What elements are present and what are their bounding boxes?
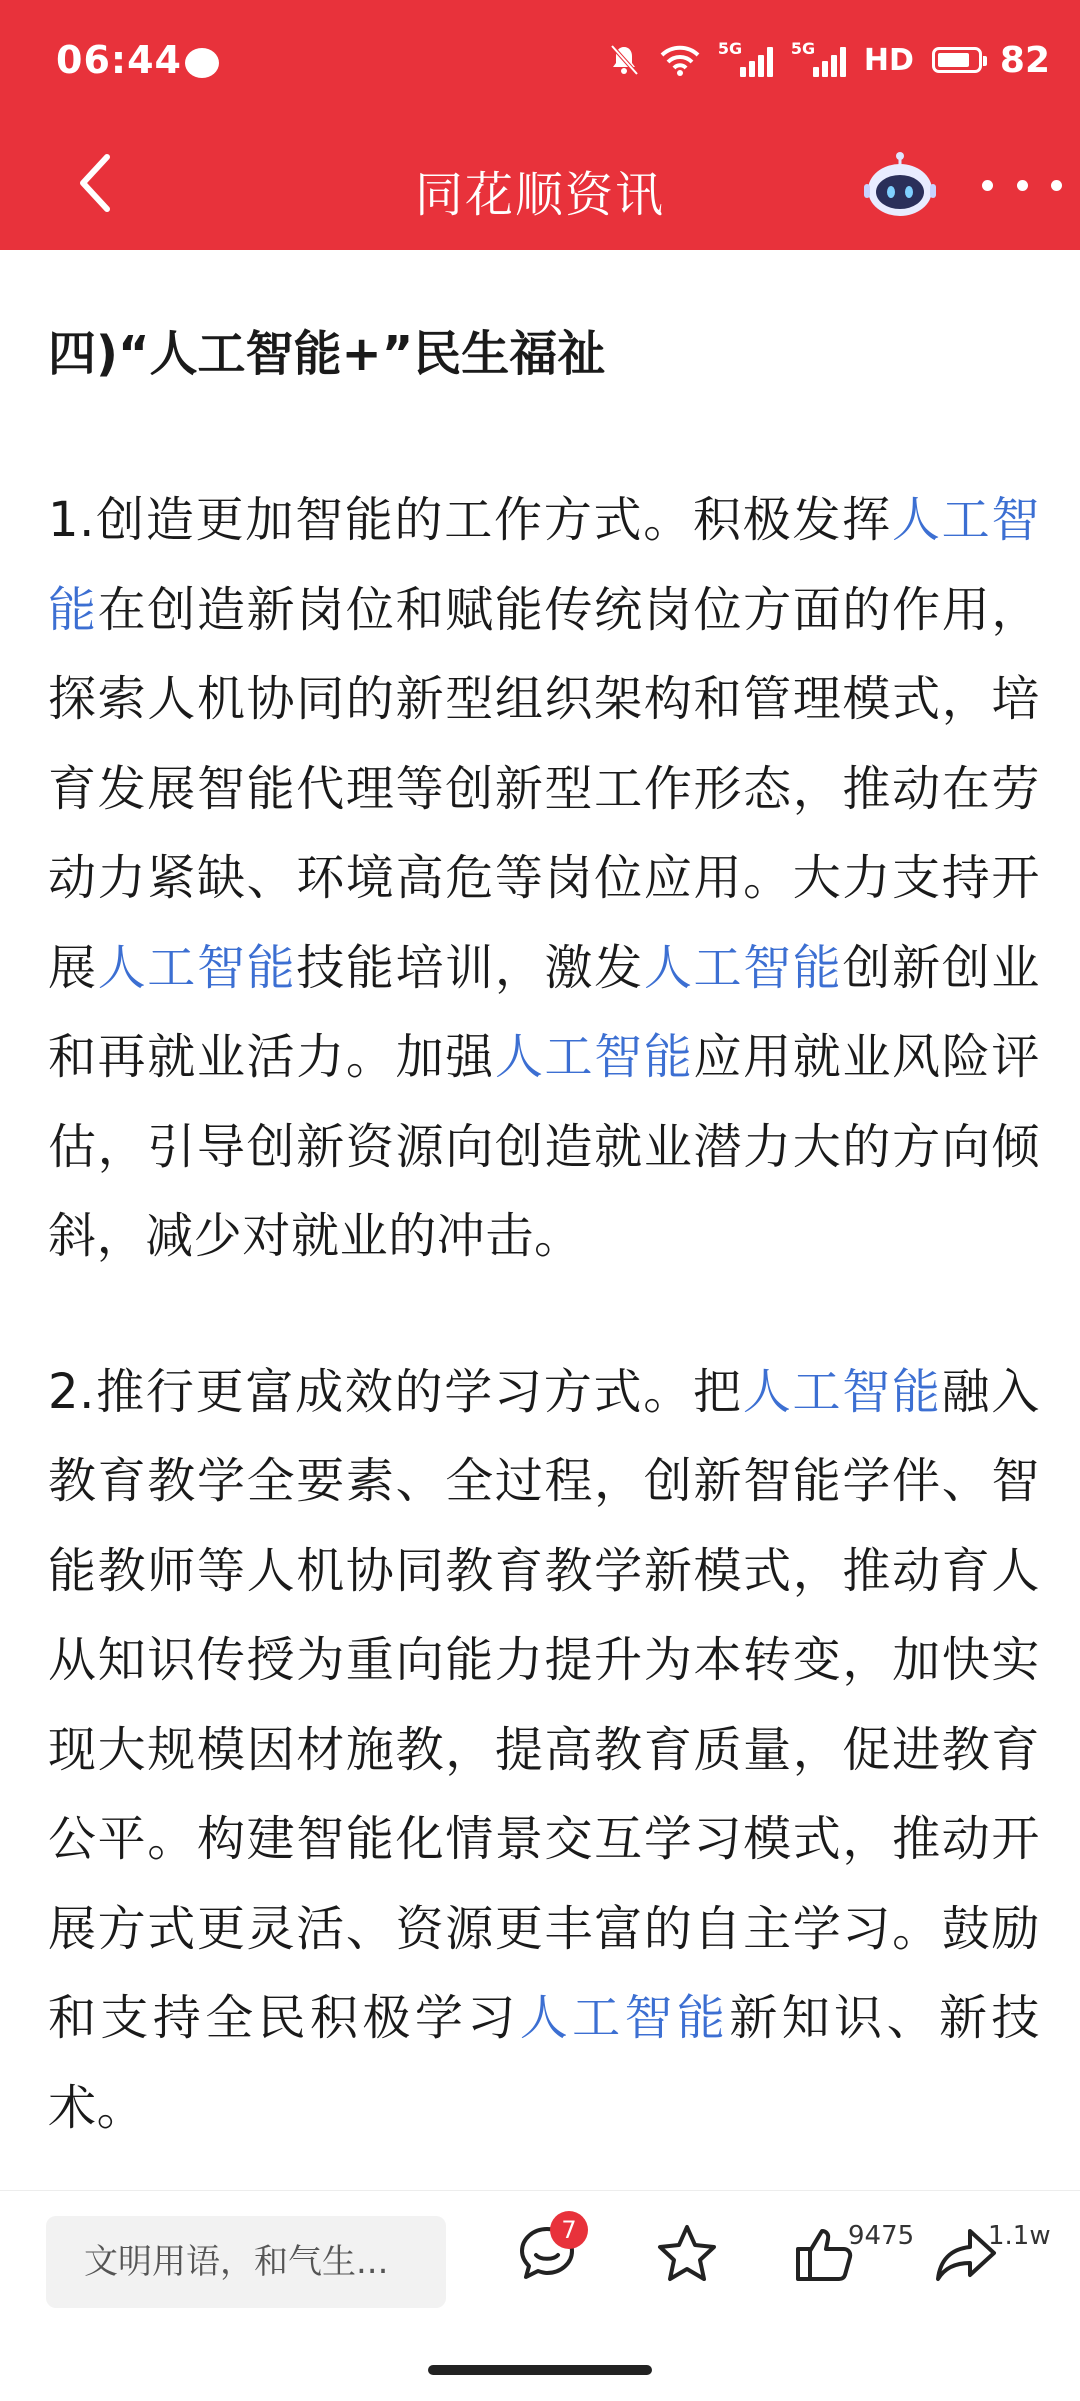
comment-button[interactable]: [512, 2216, 592, 2299]
battery-icon: [932, 47, 982, 73]
like-count: 9475: [848, 2221, 915, 2251]
ai-keyword-link[interactable]: 人工智能: [742, 1363, 942, 1420]
signal-5g-2-icon: 5G: [791, 43, 846, 77]
ai-keyword-link[interactable]: 人工智能: [494, 1029, 694, 1085]
more-dot-icon: [1017, 180, 1028, 191]
robot-icon: [860, 150, 940, 220]
comment-input[interactable]: 文明用语，和气生...: [46, 2216, 446, 2308]
share-count: 1.1w: [988, 2221, 1051, 2251]
page-title: 同花顺资讯: [414, 167, 665, 223]
paragraph-text: 在创造新岗位和赋能传统岗位方面的作用，探索人机协同的新型组织架构和管理模式，培育发展智能代理等创新型工作形态，推动在劳动力紧缺、环境高危等岗位应用。大力支持开展: [48, 581, 1040, 996]
article-paragraph: [48, 476, 1040, 1282]
article-content: [48, 250, 1040, 2180]
paragraph-text: 融入教育教学全要素、全过程，创新智能学伴、智能教师等人机协同教育教学新模式，推动育人从知识传授为重向能力提升为本转变，加快实现大规模因材施教，提高教育质量，促进教育公平。构建智能化情景交互学习模式，推动开展方式更灵活、资源更丰富的自主学习。鼓励和支持全民积极学习: [48, 1363, 1040, 2046]
battery-level: 82: [999, 39, 1050, 81]
mute-bell-icon: [606, 42, 642, 78]
article-paragraph: [48, 1348, 1040, 2154]
ai-keyword-link[interactable]: 人工智能: [519, 1990, 730, 2046]
ai-keyword-link[interactable]: 人工智能: [643, 939, 843, 996]
hd-indicator: HD: [863, 42, 914, 78]
paragraph-text: 应用就业风险评估，引导创新资源向创造就业潜力大的方向倾斜，减少对就业的冲击。: [48, 1029, 1040, 1264]
nav-bar: [0, 120, 1080, 250]
more-button[interactable]: [982, 160, 1062, 210]
ai-keyword-link[interactable]: 人工智能: [97, 939, 297, 996]
home-indicator: [428, 2365, 652, 2375]
more-dot-icon: [1051, 180, 1062, 191]
paragraph-text: 创新创业和再就业活力。加强: [48, 939, 1040, 1085]
status-bar: [0, 0, 1080, 120]
notification-bubble-icon: [185, 48, 219, 78]
status-icons: [606, 36, 1050, 84]
ai-keyword-link[interactable]: 人工智能: [48, 492, 1040, 638]
paragraph-text: 1.创造更加智能的工作方式。积极发挥: [48, 492, 892, 548]
paragraph-text: 2.推行更富成效的学习方式。把: [48, 1363, 743, 1420]
section-title: 四)“人工智能+”民生福祉: [48, 326, 606, 382]
paragraph-text: 新知识、新技术。: [48, 1990, 1040, 2136]
star-icon: [652, 2219, 722, 2289]
comment-count-badge: 7: [550, 2211, 588, 2249]
favorite-button[interactable]: [652, 2219, 732, 2299]
paragraph-text: 技能培训，激发: [296, 939, 644, 996]
ai-assistant-button[interactable]: [860, 150, 940, 220]
more-dot-icon: [982, 180, 993, 191]
status-time: 06:44: [56, 38, 182, 82]
wifi-icon: [660, 44, 700, 76]
signal-5g-1-icon: 5G: [718, 43, 773, 77]
